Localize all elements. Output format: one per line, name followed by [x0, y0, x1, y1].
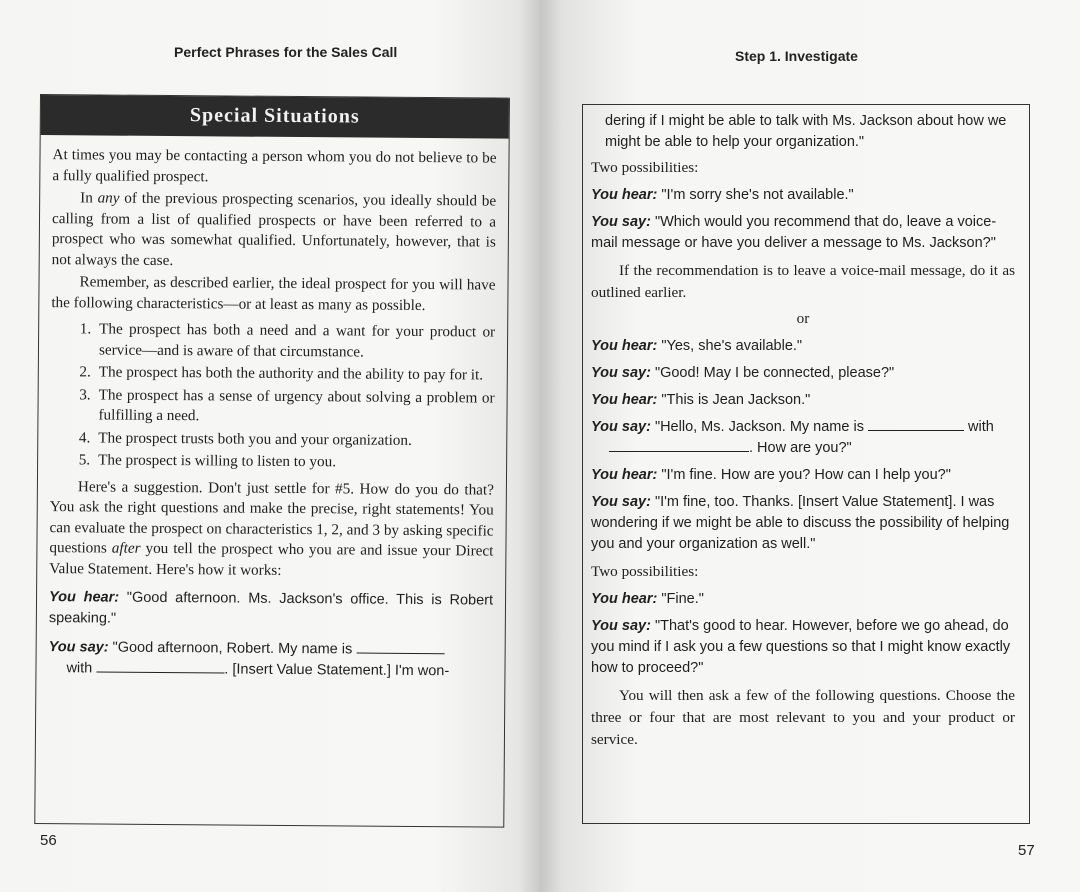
- paragraph: At times you may be contacting a person whom you do not believe to be a fully qualified prospect.: [52, 146, 497, 185]
- characteristics-list: [50, 319, 495, 474]
- box-body: [36, 135, 508, 683]
- paragraph: Remember, as described earlier, the ideal prospect for you will have the following characteristics—or at least as many as possible.: [51, 273, 496, 314]
- list-item: 5. The prospect is willing to listen to you.: [78, 451, 337, 471]
- two-possibilities: Two possibilities:: [591, 563, 699, 580]
- dialogue-you-hear: You hear: "Fine.": [591, 591, 704, 607]
- dialogue-you-hear: You hear: "I'm sorry she's not available.": [591, 187, 854, 203]
- right-page: [540, 0, 1080, 892]
- special-situations-box: [34, 94, 510, 828]
- dialogue-you-say: You say: "That's good to hear. However, before we go ahead, do you mind if I ask you a few questions so that I might know exactly how to proceed?": [591, 618, 1011, 676]
- running-head-right: Step 1. Investigate: [735, 48, 858, 64]
- box-title: Special Situations: [41, 95, 509, 139]
- paragraph: In any of the previous prospecting scenarios, you ideally should be calling from a list of qualified prospects or have been referred to a prospect who was somewhat qualified. Unfortunately, however, that is not always the case.: [51, 189, 497, 269]
- dialogue-you-hear: You hear: "This is Jean Jackson.": [591, 392, 811, 408]
- page-number-right: 57: [1018, 842, 1035, 859]
- dialogue-you-say: You say: "Which would you recommend that do, leave a voice-mail message or have you deliver a message to Ms. Jackson?": [591, 214, 997, 251]
- list-item: 2. The prospect has both the authority and the ability to pay for it.: [79, 363, 484, 384]
- dialogue-you-say: You say: "Good! May I be connected, please?": [591, 365, 895, 381]
- dialogue-you-say: You say: "I'm fine, too. Thanks. [Insert Value Statement]. I was wondering if we might be able to discuss the possibility of helping you and your organization as well.": [591, 494, 1010, 552]
- box-body: [583, 105, 1029, 751]
- dialogue-you-say: You say: "Hello, Ms. Jackson. My name is with . How are you?": [591, 419, 994, 456]
- list-item: 4. The prospect trusts both you and your organization.: [78, 428, 412, 449]
- paragraph: Here's a suggestion. Don't just settle for #5. How do you do that? You ask the right questions and make the precise, right statements! You can evaluate the prospect on characteristics 1, 2, and 3 by asking specific questions after you tell the prospect who you are and issue your Direct Value Statement. Here's how it works:: [49, 477, 494, 579]
- dialogue-continuation: dering if I might be able to talk with Ms. Jackson about how we might be able to help your organization.": [605, 113, 1007, 150]
- two-possibilities: Two possibilities:: [591, 159, 699, 176]
- paragraph: If the recommendation is to leave a voice-mail message, do it as outlined earlier.: [591, 262, 1015, 301]
- list-item: 3. The prospect has a sense of urgency about solving a problem or fulfilling a need.: [79, 385, 495, 425]
- running-head-left: Perfect Phrases for the Sales Call: [174, 44, 398, 60]
- or-separator: or: [796, 310, 810, 327]
- page-number-left: 56: [40, 832, 57, 849]
- dialogue-you-hear: You hear: "Good afternoon. Ms. Jackson's office. This is Robert speaking.": [48, 589, 494, 627]
- dialogue-you-hear: You hear: "Yes, she's available.": [591, 338, 803, 354]
- paragraph: You will then ask a few of the following questions. Choose the three or four that are most relevant to you and your product or service.: [591, 687, 1015, 748]
- list-item: 1. The prospect has both a need and a want for your product or service—and is aware of that circumstance.: [79, 320, 496, 361]
- dialogue-box: [582, 104, 1030, 824]
- dialogue-you-say: You say: "Good afternoon, Robert. My name is with . [Insert Value Statement.] I'm won-: [48, 639, 450, 680]
- dialogue-you-hear: You hear: "I'm fine. How are you? How can I help you?": [591, 467, 951, 483]
